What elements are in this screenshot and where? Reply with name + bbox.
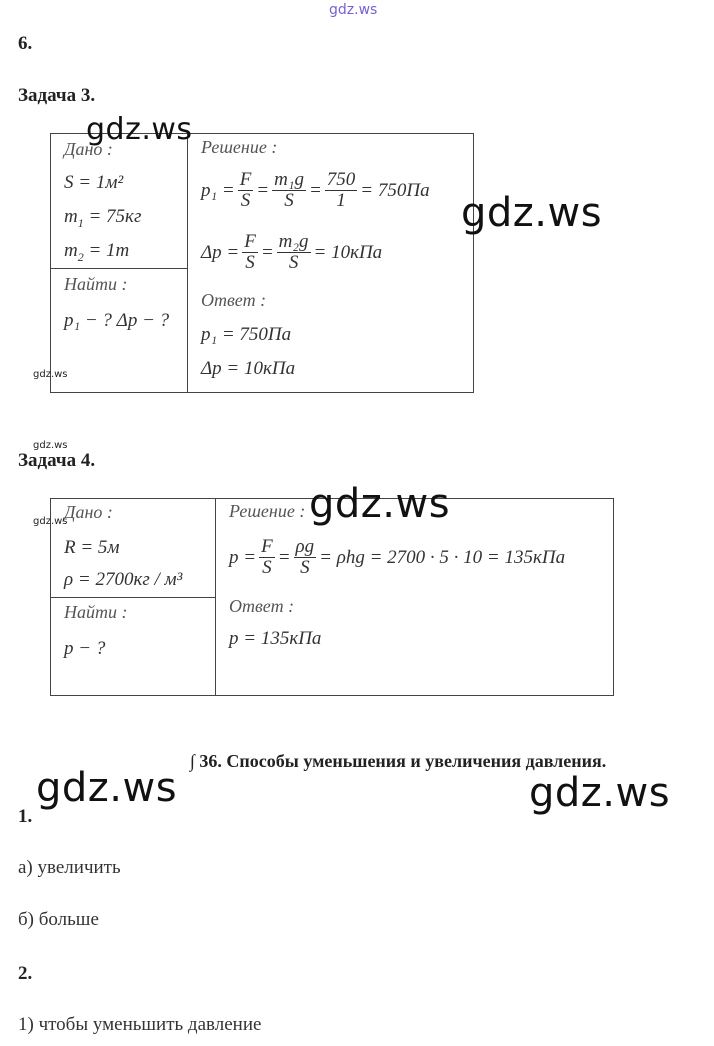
question-1-number: 1.	[18, 806, 33, 827]
task4-given-r: R = 5м	[64, 537, 120, 558]
task3-divider-vertical	[187, 133, 188, 393]
task4-solution-label: Решение :	[229, 501, 306, 521]
task3-given-label: Дано :	[64, 139, 113, 159]
question-2-number: 2.	[18, 963, 33, 984]
task3-find-label: Найти :	[64, 274, 128, 294]
task3-given-m1: $m_1 = 75кг$	[64, 206, 142, 230]
task3-equation-delta: Δp = $\frac{F}{S}$ = $\frac{\text{m₂g}}{S}$ = 10кПа	[201, 231, 383, 273]
watermark-1: gdz.ws	[86, 112, 193, 147]
task3-find: p₁ − ? Δp − ?	[64, 310, 170, 331]
task4-equation: p = $\frac{F}{S}$ = $\frac{\rho g}{S}$ = ρhg = 2700 · 5 · 10 = 135кПа	[229, 536, 566, 578]
task3-divider-horizontal	[50, 268, 188, 269]
watermark-2: gdz.ws	[461, 190, 603, 236]
section-number: 6.	[18, 33, 33, 54]
task3-answer-1: p₁ = 750Па	[201, 324, 292, 345]
watermark-small-1: gdz.ws	[33, 369, 68, 380]
task4-answer-label: Ответ :	[229, 596, 295, 616]
task3-solution-label: Решение :	[201, 137, 278, 157]
task3-given-s: S = 1м²	[64, 172, 124, 193]
task3-equation-pressure: p₁ = $\frac{F}{S}$ = $\frac{\text{m₁g}}{S}$ = $\frac{750}{1}$ = 750Па	[201, 169, 430, 211]
task4-find-label: Найти :	[64, 602, 128, 622]
watermark-small-3: gdz.ws	[33, 516, 68, 527]
paragraph-heading: ∫ 36. Способы уменьшения и увеличения давления.	[190, 751, 607, 771]
watermark-5: gdz.ws	[529, 770, 671, 816]
task4-given-rho: ρ = 2700кг / м³	[64, 569, 183, 590]
answer-a: а) увеличить	[18, 857, 121, 878]
task4-divider-horizontal	[50, 597, 216, 598]
watermark-top: gdz.ws	[329, 2, 378, 18]
task4-title: Задача 4.	[18, 450, 96, 471]
answer-c: 1) чтобы уменьшить давление	[18, 1014, 262, 1035]
task3-answer-label: Ответ :	[201, 290, 267, 310]
task3-title: Задача 3.	[18, 85, 96, 106]
watermark-4: gdz.ws	[36, 765, 178, 811]
answer-b: б) больше	[18, 909, 99, 930]
task3-given-m2: $m_2 = 1т$	[64, 240, 130, 264]
task3-answer-2: Δp = 10кПа	[201, 358, 296, 379]
watermark-3: gdz.ws	[309, 481, 451, 527]
watermark-small-2: gdz.ws	[33, 440, 68, 451]
task4-find: p − ?	[64, 638, 106, 659]
task4-given-label: Дано :	[64, 502, 113, 522]
task4-answer: p = 135кПа	[229, 628, 322, 649]
